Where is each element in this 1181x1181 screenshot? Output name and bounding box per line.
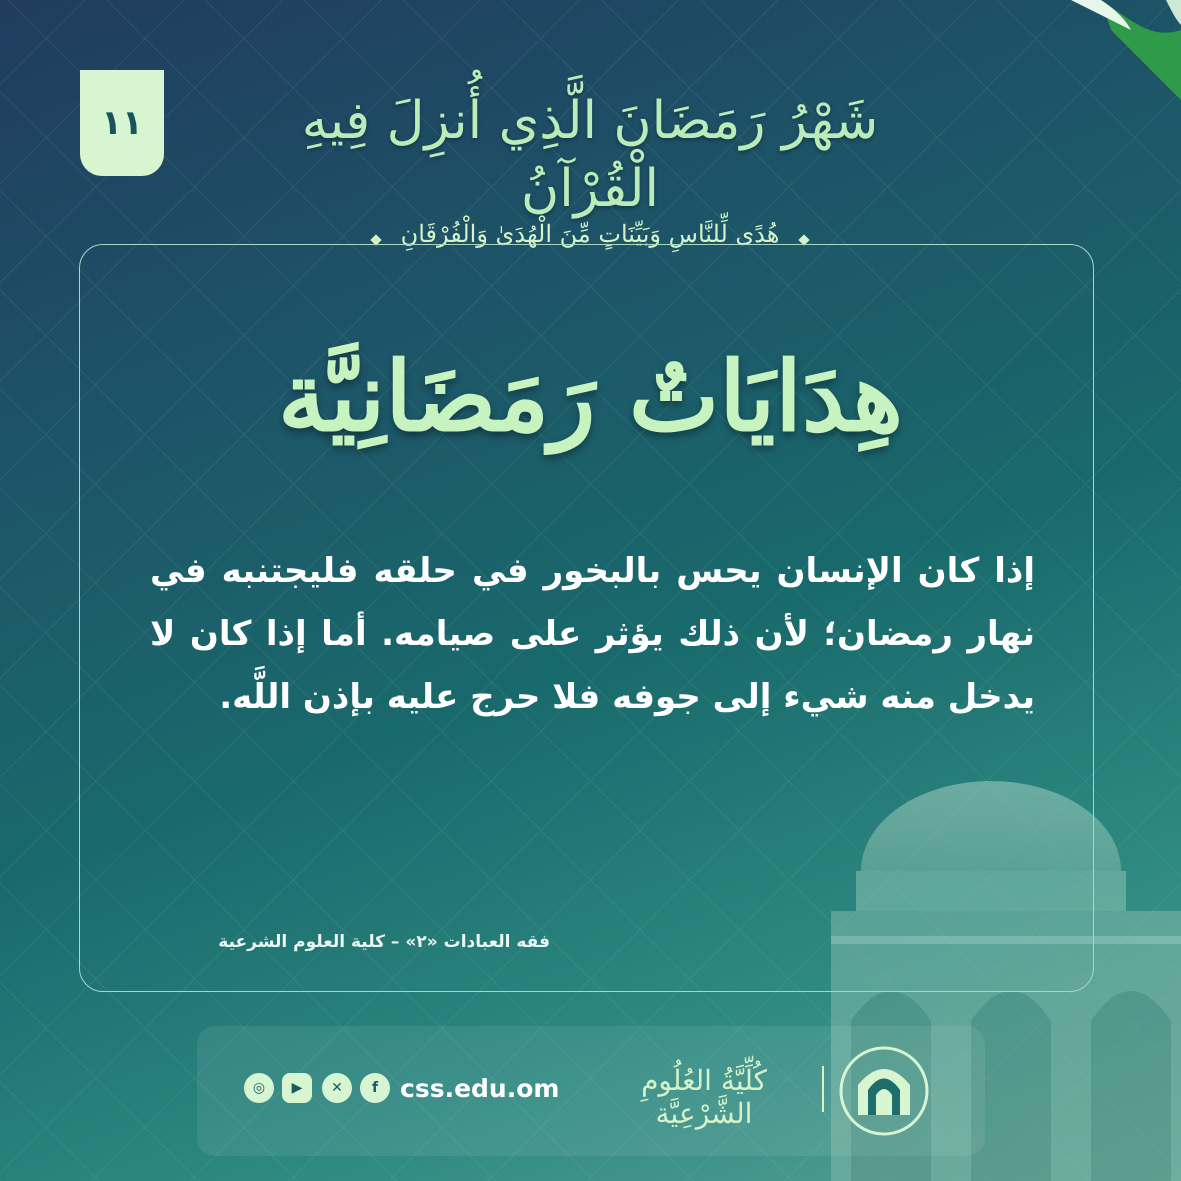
page-number-badge: ١١ — [80, 70, 164, 176]
page-title: هِدَايَاتٌ رَمَضَانِيَّة — [278, 340, 903, 453]
youtube-icon[interactable]: ▶ — [282, 1073, 312, 1103]
header-verse-sub: هُدًى لِّلنَّاسِ وَبَيِّنَاتٍ مِّنَ الْهُدَىٰ وَالْفُرْقَانِ — [400, 220, 780, 248]
x-icon[interactable]: ✕ — [322, 1073, 352, 1103]
college-name: كُلِّيَّةُ العُلُومِ الشَّرْعِيَّة — [641, 1064, 767, 1130]
flag-decoration — [1071, 0, 1181, 110]
header-verse: شَهْرُ رَمَضَانَ الَّذِي أُنزِلَ فِيهِ الْقُرْآنُ — [301, 91, 879, 219]
website-link[interactable]: css.edu.om — [400, 1074, 560, 1103]
source-citation: فقه العبادات «٢» – كلية العلوم الشرعية — [218, 932, 550, 952]
globe-icon[interactable]: ◎ — [244, 1073, 274, 1103]
body-text: إذا كان الإنسان يحس بالبخور في حلقه فليجتنبه في نهار رمضان؛ لأن ذلك يؤثر على صيامه. أما إذا كان لا يدخل منه شيء إلى جوفه فلا حرج عليه بإذن اللَّه. — [150, 551, 1035, 717]
facebook-icon[interactable]: f — [360, 1073, 390, 1103]
footer-divider — [822, 1066, 824, 1112]
college-logo — [838, 1045, 930, 1137]
